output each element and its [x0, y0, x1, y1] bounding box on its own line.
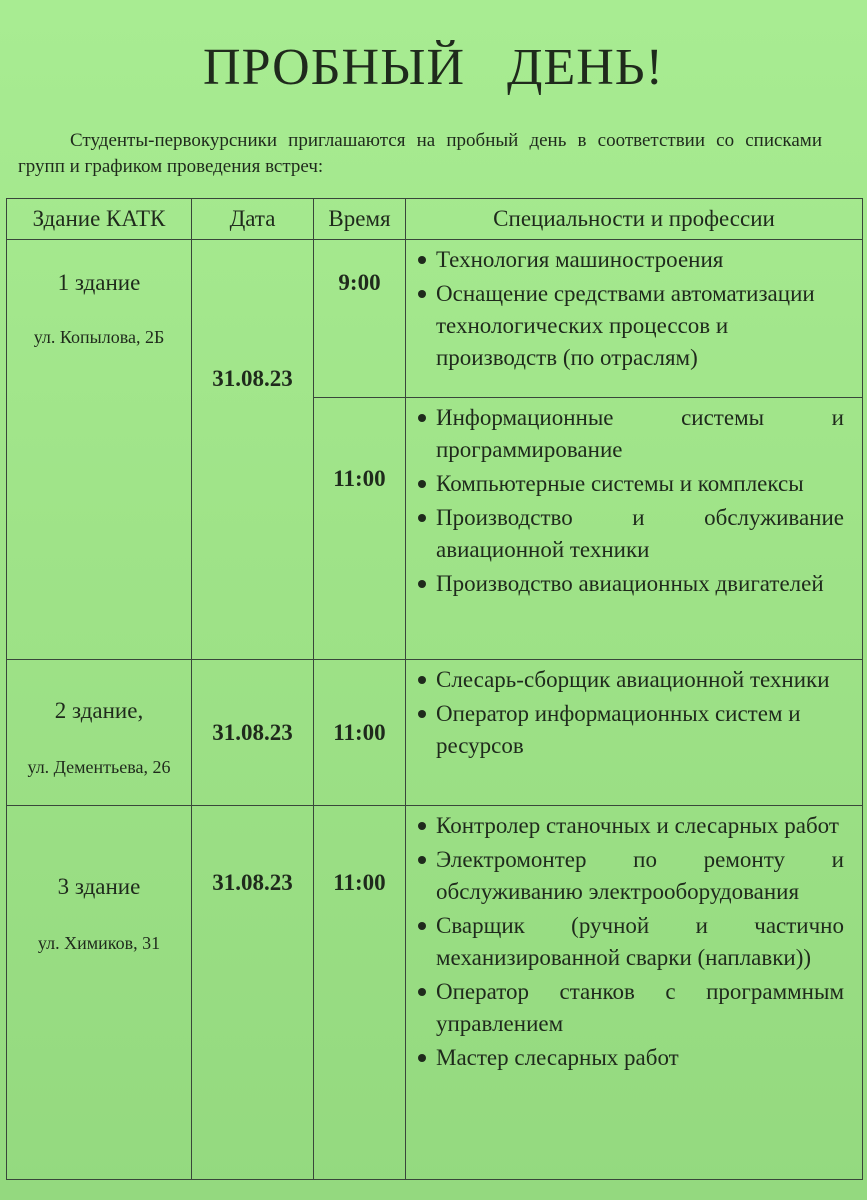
- header-time: Время: [314, 199, 406, 240]
- list-item: Информационные системы и программирование: [406, 402, 844, 466]
- bullet-icon: [418, 822, 426, 830]
- list-item: Производство авиационных двигателей: [406, 568, 844, 600]
- bullet-icon: [418, 290, 426, 298]
- date-cell: 31.08.23: [192, 240, 314, 660]
- building-cell: [7, 806, 192, 1180]
- list-item: Компьютерные системы и комплексы: [406, 468, 844, 500]
- bullet-icon: [418, 514, 426, 522]
- header-building: Здание КАТК: [7, 199, 192, 240]
- bullet-icon: [418, 480, 426, 488]
- table-header-row: [7, 199, 863, 240]
- building-address: ул. Химиков, 31: [37, 933, 161, 953]
- building-name: 3 здание: [57, 874, 141, 899]
- bullet-icon: [418, 1054, 426, 1062]
- intro-text: Студенты-первокурсники приглашаются на пробный день в соответствии со списками групп и графиком проведения встреч:: [18, 130, 822, 177]
- time-cell: 11:00: [314, 398, 406, 660]
- header-date: Дата: [192, 199, 314, 240]
- building-address: ул. Дементьева, 26: [27, 757, 171, 777]
- list-item: Оператор станков с программным управлением: [406, 976, 844, 1040]
- building-address: ул. Копылова, 2Б: [33, 327, 165, 347]
- specialties-cell: [406, 806, 863, 1180]
- date-cell: 31.08.23: [192, 660, 314, 806]
- table-row: [7, 806, 863, 1180]
- list-item: Сварщик (ручной и частично механизированной сварки (наплавки)): [406, 910, 844, 974]
- header-specialties: Специальности и профессии: [406, 199, 863, 240]
- list-item: Оператор информационных систем и ресурсов: [406, 698, 844, 762]
- date-cell: 31.08.23: [192, 806, 314, 1180]
- bullet-icon: [418, 710, 426, 718]
- bullet-icon: [418, 256, 426, 264]
- schedule-table: [6, 198, 863, 1180]
- building-cell: [7, 240, 192, 660]
- bullet-icon: [418, 580, 426, 588]
- building-name: 1 здание: [57, 270, 141, 295]
- list-item: Мастер слесарных работ: [406, 1042, 844, 1074]
- list-item: Контролер станочных и слесарных работ: [406, 810, 844, 842]
- list-item: Производство и обслуживание авиационной техники: [406, 502, 844, 566]
- list-item: Слесарь-сборщик авиационной техники: [406, 664, 844, 696]
- specialties-cell: [406, 660, 863, 806]
- building-cell: [7, 660, 192, 806]
- page-title: ПРОБНЫЙ ДЕНЬ!: [203, 39, 664, 96]
- time-cell: 9:00: [314, 240, 406, 398]
- list-item: Технология машиностроения: [406, 244, 844, 276]
- bullet-icon: [418, 414, 426, 422]
- bullet-icon: [418, 988, 426, 996]
- time-cell: 11:00: [314, 806, 406, 1180]
- table-row: [7, 240, 863, 398]
- time-cell: 11:00: [314, 660, 406, 806]
- building-name: 2 здание,: [54, 698, 144, 723]
- list-item: Оснащение средствами автоматизации технологических процессов и производств (по отраслям): [406, 278, 844, 374]
- specialties-cell: [406, 398, 863, 660]
- table-row: [7, 660, 863, 806]
- bullet-icon: [418, 676, 426, 684]
- bullet-icon: [418, 856, 426, 864]
- specialties-cell: [406, 240, 863, 398]
- list-item: Электромонтер по ремонту и обслуживанию электрооборудования: [406, 844, 844, 908]
- bullet-icon: [418, 922, 426, 930]
